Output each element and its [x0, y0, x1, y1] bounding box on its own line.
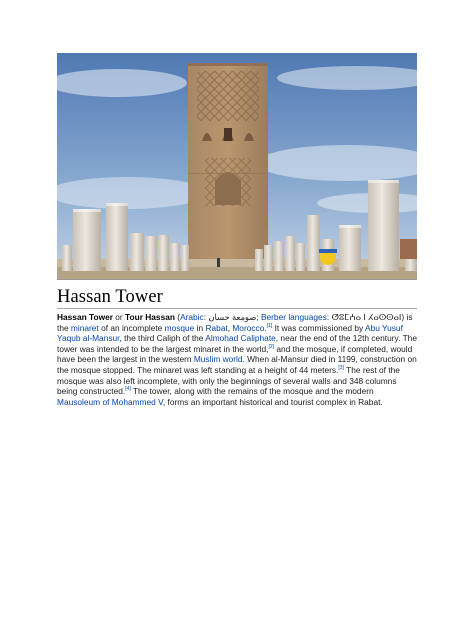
text-run: ; [256, 312, 261, 322]
link-abu-yusuf[interactable]: Abu Yusuf Yaqub al-Mansur [57, 322, 403, 344]
link-mausoleum-mohammed-v[interactable]: Mausoleum of Mohammed V [57, 396, 163, 407]
bold-term-tour-hassan: Tour Hassan [125, 312, 175, 322]
text-run: ) is the [57, 312, 413, 333]
text-run: , near the end of the 12th century. The tower was intended to be the largest minaret in the world, [57, 333, 417, 354]
text-run: : [203, 312, 209, 322]
link-rabat[interactable]: Rabat [205, 322, 228, 333]
link-berber-languages[interactable]: Berber languages [260, 312, 327, 322]
title-divider [57, 308, 417, 309]
link-muslim-world[interactable]: Muslim world [193, 354, 243, 365]
text-run: : [326, 312, 332, 322]
text-run: ( [174, 312, 181, 322]
article-lead-paragraph [57, 312, 419, 407]
berber-name: ⵚⵓⵎⵄⴰ ⵏ ⵃⴰⵙⵙⴰⵏ [331, 312, 402, 322]
text-run: , forms an important historical and tourist complex in Rabat. [162, 396, 383, 407]
text-run: The rest of the mosque was also left incomplete, with only the beginnings of several walls and 348 columns being constructed. [57, 364, 400, 397]
bold-term-hassan-tower: Hassan Tower [57, 312, 113, 322]
text-run: It was commissioned by [272, 322, 365, 333]
link-arabic[interactable]: Arabic [180, 312, 204, 322]
text-run: of an incomplete [98, 322, 165, 333]
hassan-tower-photo [57, 53, 417, 280]
text-run: . [264, 322, 267, 333]
article-title: Hassan Tower [57, 287, 163, 307]
link-minaret[interactable]: minaret [70, 322, 99, 333]
text-run: , [227, 322, 233, 333]
text-run: , the third Caliph of the [119, 333, 206, 344]
link-almohad-caliphate[interactable]: Almohad Caliphate [205, 333, 276, 344]
link-mosque[interactable]: mosque [164, 322, 195, 333]
reference-1[interactable]: [1] [266, 322, 273, 329]
text-run: . When al-Mansur died in 1199, construction on the mosque stopped. The minaret was left standing at a height of 44 meters. [57, 354, 417, 375]
text-run: or [112, 312, 126, 322]
reference-3[interactable]: [3] [338, 365, 344, 372]
text-run: in [194, 322, 206, 333]
link-morocco[interactable]: Morocco [232, 322, 265, 333]
text-run: The tower, along with the remains of the mosque and the modern [130, 386, 374, 397]
text-run: and the mosque, if completed, would have been the largest in the western [57, 343, 413, 365]
reference-2[interactable]: [2] [268, 344, 275, 350]
arabic-name: صومعة حسان [208, 312, 257, 322]
reference-4[interactable]: [4] [125, 386, 131, 393]
